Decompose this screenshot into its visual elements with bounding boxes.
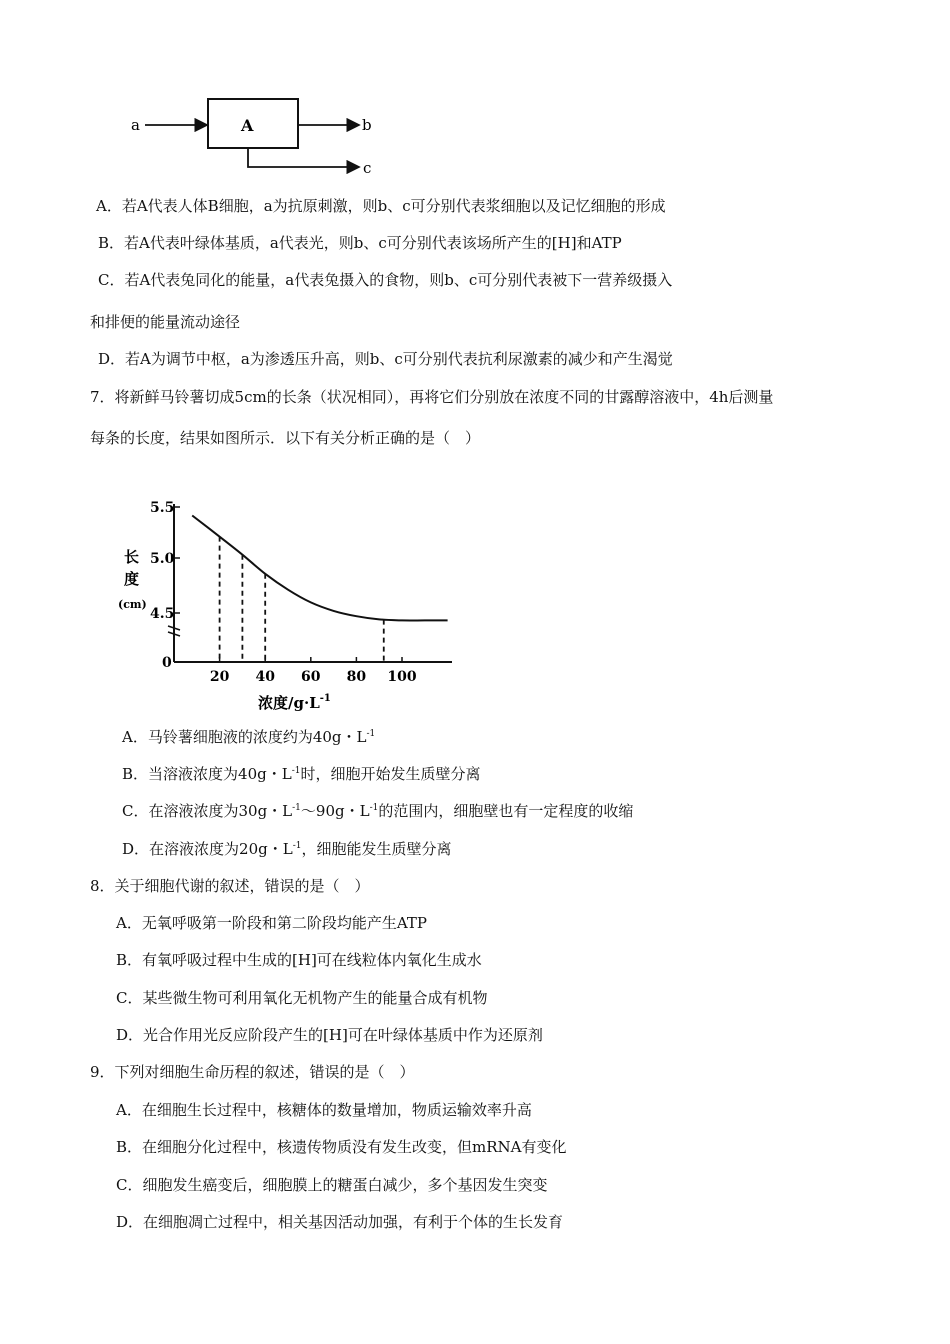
flow-diagram — [125, 88, 385, 183]
q9-stem: 9．下列对细胞生命历程的叙述，错误的是（ ） — [90, 1063, 415, 1081]
x-tick-label-80: 80 — [346, 669, 367, 685]
y-axis-label-1: 长 — [124, 548, 140, 566]
q6-option-c-continued: 和排便的能量流动途径 — [90, 313, 241, 331]
diagram-input-label: a — [131, 116, 140, 134]
q9-option-c: C．细胞发生癌变后，细胞膜上的糖蛋白减少，多个基因发生突变 — [116, 1176, 548, 1194]
x-tick-label-60: 60 — [301, 669, 321, 685]
x-tick-label-40: 40 — [255, 669, 275, 685]
q6-option-a: A．若A代表人体B细胞，a为抗原刺激，则b、c可分别代表浆细胞以及记忆细胞的形成 — [96, 197, 666, 215]
y-tick-label-0: 0 — [162, 655, 172, 671]
q7-option-a: A．马铃薯细胞液的浓度约为40g・$L^{-1}$ — [122, 728, 376, 746]
q7-option-b: B．当溶液浓度为40g・$L^{-1}$时，细胞开始发生质壁分离 — [122, 765, 481, 783]
q6-option-b: B．若A代表叶绿体基质，a代表光，则b、c可分别代表该场所产生的[H]和ATP — [98, 234, 622, 252]
q6-option-d: D．若A为调节中枢，a为渗透压升高，则b、c可分别代表抗利尿激素的减少和产生渴觉 — [98, 350, 673, 368]
x-tick-label-20: 20 — [209, 669, 230, 685]
q7-option-d: D．在溶液浓度为20g・$L^{-1}$，细胞能发生质壁分离 — [122, 840, 452, 858]
q7-stem-line1: 7．将新鲜马铃薯切成5cm的长条（状况相同），再将它们分别放在浓度不同的甘露醇溶液中，4h后测量 — [90, 388, 774, 406]
q8-option-d: D．光合作用光反应阶段产生的[H]可在叶绿体基质中作为还原剂 — [116, 1026, 543, 1044]
q6-option-c: C．若A代表兔同化的能量，a代表兔摄入的食物，则b、c可分别代表被下一营养级摄入 — [98, 271, 673, 289]
length-curve — [192, 516, 447, 621]
y-axis-label-2: 度 — [124, 570, 140, 588]
y-tick-label-5.0: 5.0 — [150, 551, 175, 567]
q8-option-c: C．某些微生物可利用氧化无机物产生的能量合成有机物 — [116, 989, 488, 1007]
q9-option-b: B．在细胞分化过程中，核遗传物质没有发生改变，但mRNA有变化 — [116, 1138, 567, 1156]
diagram-output-c-label: c — [363, 159, 372, 177]
q8-option-b: B．有氧呼吸过程中生成的[H]可在线粒体内氧化生成水 — [116, 951, 482, 969]
q7-option-c: C．在溶液浓度为30g・$L^{-1}\sim 90g$・$L^{-1}$的范围内，细胞壁也有一定程度的收缩 — [122, 802, 634, 820]
q7-stem-line2: 每条的长度，结果如图所示．以下有关分析正确的是（ ） — [90, 429, 481, 447]
q8-stem: 8．关于细胞代谢的叙述，错误的是（ ） — [90, 877, 370, 895]
q9-option-a: A．在细胞生长过程中，核糖体的数量增加，物质运输效率升高 — [116, 1101, 532, 1119]
y-tick-label-4.5: 4.5 — [150, 606, 175, 622]
box-a-label: A — [241, 116, 254, 135]
output-c-arrow — [248, 148, 359, 167]
q9-option-d: D．在细胞凋亡过程中，相关基因活动加强，有利于个体的生长发育 — [116, 1213, 564, 1231]
y-axis-label-3: (cm) — [118, 598, 147, 611]
q8-option-a: A．无氧呼吸第一阶段和第二阶段均能产生ATP — [116, 914, 427, 932]
diagram-output-b-label: b — [362, 116, 372, 134]
y-tick-label-5.5: 5.5 — [150, 500, 175, 516]
x-axis-label: 浓度$/g\cdot L^{-1}$ — [258, 693, 331, 712]
length-concentration-chart — [112, 490, 457, 718]
x-tick-label-100: 100 — [387, 669, 417, 685]
